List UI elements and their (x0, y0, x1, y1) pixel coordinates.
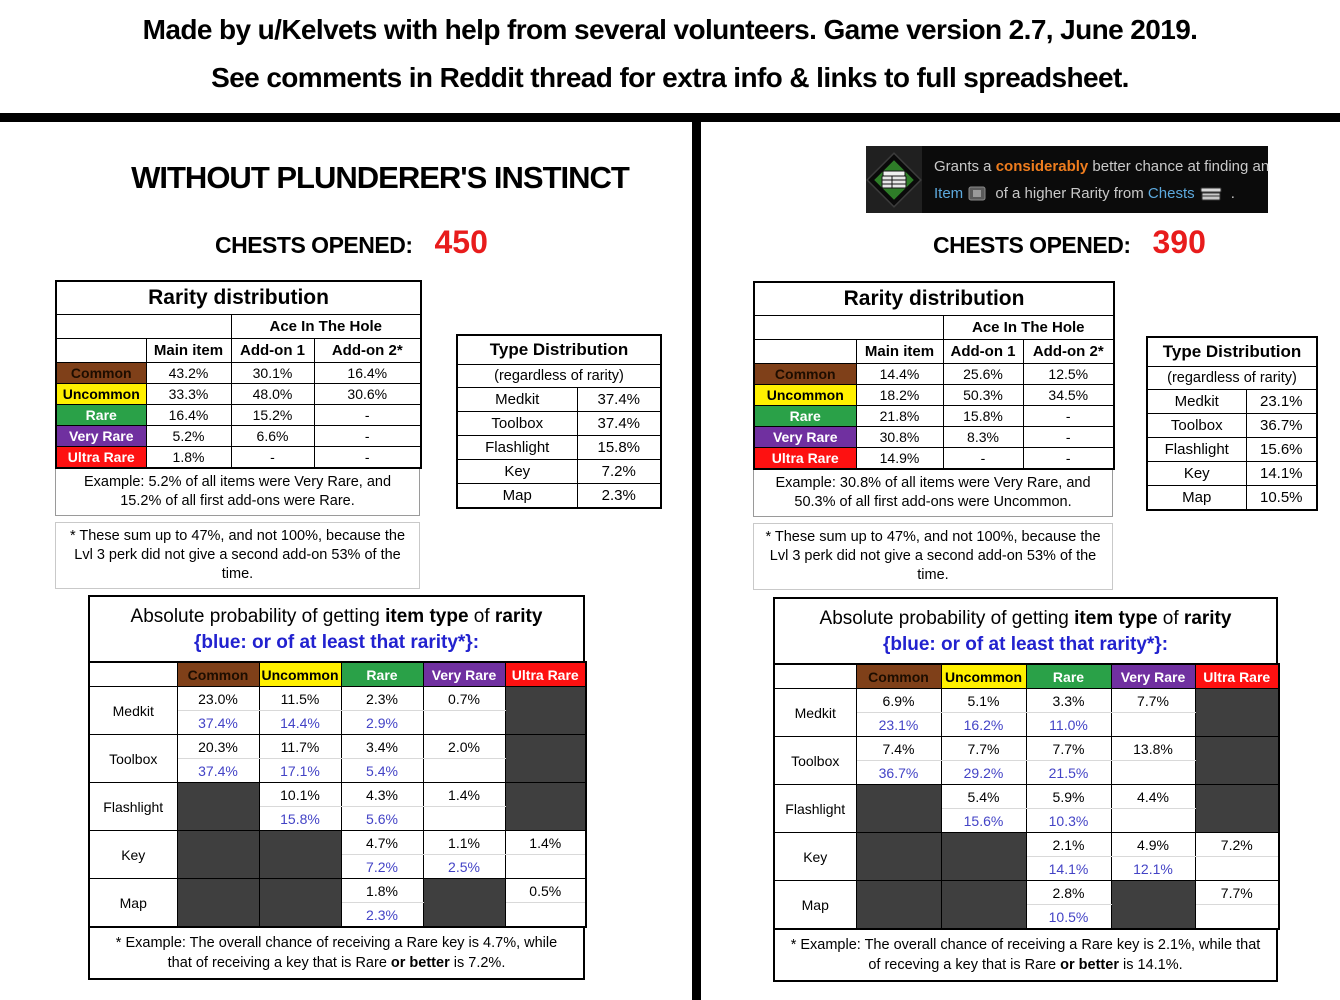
rarity-label-common: Common (754, 364, 856, 385)
blocked-cell (505, 735, 586, 783)
row-label: Medkit (1147, 390, 1246, 414)
cell-atleast: 5.6% (341, 807, 423, 831)
cell-abs: 2.3% (341, 687, 423, 711)
cell-atleast: 17.1% (259, 759, 341, 783)
cell-atleast (1195, 857, 1279, 881)
cell-abs: 4.3% (341, 783, 423, 807)
row-label: Map (457, 484, 577, 509)
blocked-cell (505, 687, 586, 735)
left-section-title: WITHOUT PLUNDERER'S INSTINCT (131, 160, 629, 195)
title-text: of (468, 606, 495, 627)
row-label: Toolbox (457, 412, 577, 436)
table-cell: 30.1% (231, 363, 314, 384)
cell-abs: 4.9% (1111, 833, 1195, 857)
table-cell: 16.4% (146, 405, 231, 426)
cell-atleast: 23.1% (856, 713, 941, 737)
cell-atleast: 16.2% (941, 713, 1026, 737)
blocked-cell (856, 785, 941, 833)
horizontal-divider (0, 113, 1340, 122)
blocked-cell (177, 879, 259, 928)
chest-icon (1200, 186, 1222, 201)
cell-abs: 2.1% (1026, 833, 1111, 857)
item-icon (968, 186, 986, 201)
blocked-cell (177, 783, 259, 831)
cell-atleast (1111, 809, 1195, 833)
cell-abs: 7.7% (1195, 881, 1279, 905)
absolute-probability-table (773, 663, 1280, 930)
table-cell: 2.3% (577, 484, 661, 509)
column-header: Main item (856, 340, 943, 364)
footnote-text: is 14.1%. (1118, 957, 1183, 973)
row-label: Toolbox (1147, 414, 1246, 438)
left-absolute-probability-block (88, 595, 585, 980)
abs-table-footnote (773, 930, 1278, 982)
plunderers-instinct-perk-icon (866, 152, 922, 208)
table-cell: - (314, 447, 421, 469)
perk-text: of a higher Rarity from (991, 185, 1148, 202)
table-cell: 15.8% (577, 436, 661, 460)
blocked-cell (177, 831, 259, 879)
column-header: Add-on 1 (943, 340, 1023, 364)
row-label: Map (89, 879, 177, 928)
column-header-rare: Rare (341, 662, 423, 687)
table-cell: 12.5% (1023, 364, 1114, 385)
cell-atleast: 37.4% (177, 759, 259, 783)
credits-line: Made by u/Kelvets with help from several volunteers. Game version 2.7, June 2019. (142, 14, 1198, 45)
abs-table-title (773, 597, 1278, 665)
row-label: Medkit (774, 689, 856, 737)
perk-text: better chance at finding an (1088, 158, 1270, 175)
table-subtitle: (regardless of rarity) (457, 365, 661, 388)
chests-opened-label: CHESTS OPENED: (933, 232, 1131, 258)
cell-atleast: 21.5% (1026, 761, 1111, 785)
rarity-label-uncommon: Uncommon (56, 384, 146, 405)
cell-abs: 1.4% (505, 831, 586, 855)
cell-atleast (423, 807, 505, 831)
perk-text-highlight: considerably (995, 158, 1089, 175)
row-label: Toolbox (89, 735, 177, 783)
column-header-uncommon: Uncommon (941, 664, 1026, 689)
cell-abs: 7.7% (1111, 689, 1195, 713)
table-title: Type Distribution (1147, 337, 1317, 367)
table-cell: 50.3% (943, 385, 1023, 406)
cell-atleast (1111, 713, 1195, 737)
blocked-cell (423, 879, 505, 928)
title-text-bold: item type (385, 606, 469, 627)
cell-abs: 1.4% (423, 783, 505, 807)
cell-atleast: 2.3% (341, 903, 423, 928)
cell-atleast (1195, 905, 1279, 930)
cell-abs: 1.8% (341, 879, 423, 903)
perk-icon-frame (866, 146, 922, 213)
rarity-label-rare: Rare (56, 405, 146, 426)
cell-abs: 10.1% (259, 783, 341, 807)
table-cell: - (1023, 427, 1114, 448)
row-label: Flashlight (89, 783, 177, 831)
column-header-rare: Rare (1026, 664, 1111, 689)
cell-atleast (1111, 761, 1195, 785)
rarity-distribution-table (753, 281, 1115, 470)
row-label: Key (89, 831, 177, 879)
cell-abs: 6.9% (856, 689, 941, 713)
column-header-very-rare: Very Rare (1111, 664, 1195, 689)
blocked-cell (259, 831, 341, 879)
blocked-cell (1195, 689, 1279, 737)
cell-abs: 20.3% (177, 735, 259, 759)
title-text-bold: rarity (494, 606, 543, 627)
cell-atleast (505, 903, 586, 928)
table-title: Rarity distribution (754, 282, 1114, 316)
column-header-ultra-rare: Ultra Rare (505, 662, 586, 687)
blocked-cell (1195, 737, 1279, 785)
type-distribution-table (1146, 336, 1318, 511)
perk-description-line1 (934, 153, 1269, 180)
abs-table-subtitle: {blue: or of at least that rarity*}: (882, 634, 1169, 655)
table-cell: - (314, 405, 421, 426)
addon-footnote: * These sum up to 47%, and not 100%, because the Lvl 3 perk did not give a second add-on 53% of the time. (753, 523, 1113, 590)
column-header-uncommon: Uncommon (259, 662, 341, 687)
blocked-cell (1195, 785, 1279, 833)
table-cell: 1.8% (146, 447, 231, 469)
rarity-label-common: Common (56, 363, 146, 384)
empty-cell (89, 662, 177, 687)
column-header: Add-on 2* (1023, 340, 1114, 364)
table-cell: 14.4% (856, 364, 943, 385)
table-cell: 30.6% (314, 384, 421, 405)
empty-cell (754, 340, 856, 364)
cell-atleast: 2.9% (341, 711, 423, 735)
table-cell: - (231, 447, 314, 469)
group-header: Ace In The Hole (231, 315, 421, 339)
table-cell: 15.2% (231, 405, 314, 426)
table-cell: 30.8% (856, 427, 943, 448)
column-header: Add-on 2* (314, 339, 421, 363)
blocked-cell (505, 783, 586, 831)
cell-abs: 4.7% (341, 831, 423, 855)
left-rarity-distribution-block (55, 280, 420, 589)
table-cell: 6.6% (231, 426, 314, 447)
reddit-info-line: See comments in Reddit thread for extra info & links to full spreadsheet. (211, 62, 1129, 93)
cell-atleast: 29.2% (941, 761, 1026, 785)
blocked-cell (856, 833, 941, 881)
table-subtitle: (regardless of rarity) (1147, 367, 1317, 390)
blocked-cell (941, 881, 1026, 930)
row-label: Map (1147, 486, 1246, 511)
cell-abs: 2.0% (423, 735, 505, 759)
table-cell: - (1023, 406, 1114, 427)
table-cell: 16.4% (314, 363, 421, 384)
footnote-text-bold: or better (1060, 957, 1119, 973)
table-cell: - (1023, 448, 1114, 470)
plunderers-instinct-tooltip (866, 146, 1268, 213)
rarity-label-very-rare: Very Rare (56, 426, 146, 447)
cell-atleast: 7.2% (341, 855, 423, 879)
rarity-label-very-rare: Very Rare (754, 427, 856, 448)
cell-abs: 3.3% (1026, 689, 1111, 713)
column-header: Add-on 1 (231, 339, 314, 363)
abs-table-footnote (88, 928, 585, 980)
empty-cell (56, 339, 146, 363)
addon-footnote: * These sum up to 47%, and not 100%, because the Lvl 3 perk did not give a second add-on 53% of the time. (55, 522, 420, 589)
table-cell: 10.5% (1246, 486, 1317, 511)
cell-abs: 0.5% (505, 879, 586, 903)
cell-atleast: 37.4% (177, 711, 259, 735)
row-label: Medkit (89, 687, 177, 735)
cell-abs: 2.8% (1026, 881, 1111, 905)
cell-atleast: 15.8% (259, 807, 341, 831)
rarity-label-rare: Rare (754, 406, 856, 427)
cell-abs: 11.7% (259, 735, 341, 759)
cell-abs: 0.7% (423, 687, 505, 711)
type-distribution-table (456, 334, 662, 509)
cell-atleast (423, 711, 505, 735)
cell-abs: 5.4% (941, 785, 1026, 809)
abs-table-subtitle: {blue: or of at least that rarity*}: (193, 632, 480, 653)
table-cell: 37.4% (577, 388, 661, 412)
cell-abs: 7.4% (856, 737, 941, 761)
table-cell: 25.6% (943, 364, 1023, 385)
title-text: Absolute probability of getting (130, 606, 386, 627)
right-chests-opened (933, 224, 1206, 261)
cell-atleast: 10.5% (1026, 905, 1111, 930)
table-cell: 8.3% (943, 427, 1023, 448)
cell-abs: 5.1% (941, 689, 1026, 713)
chests-opened-label: CHESTS OPENED: (215, 232, 413, 258)
column-header-very-rare: Very Rare (423, 662, 505, 687)
table-cell: 33.3% (146, 384, 231, 405)
blocked-cell (259, 879, 341, 928)
group-header: Ace In The Hole (943, 316, 1114, 340)
rarity-label-ultra-rare: Ultra Rare (754, 448, 856, 470)
title-text: Absolute probability of getting (819, 608, 1075, 629)
title-text-bold: item type (1074, 608, 1158, 629)
cell-atleast: 15.6% (941, 809, 1026, 833)
right-absolute-probability-block (773, 597, 1278, 982)
rarity-distribution-table (55, 280, 422, 469)
item-link: Item (934, 185, 964, 202)
table-cell: 14.1% (1246, 462, 1317, 486)
chests-opened-value: 450 (434, 224, 488, 260)
cell-abs: 23.0% (177, 687, 259, 711)
right-type-distribution-block (1146, 336, 1316, 511)
table-cell: 21.8% (856, 406, 943, 427)
table-cell: - (943, 448, 1023, 470)
column-header-common: Common (856, 664, 941, 689)
cell-atleast: 14.1% (1026, 857, 1111, 881)
cell-abs: 4.4% (1111, 785, 1195, 809)
blocked-cell (941, 833, 1026, 881)
empty-cell (56, 315, 231, 339)
title-text: of (1157, 608, 1184, 629)
perk-description (922, 146, 1279, 213)
example-note: Example: 30.8% of all items were Very Rare, and 50.3% of all first add-ons were Uncommon. (753, 470, 1113, 517)
cell-atleast (423, 759, 505, 783)
cell-atleast: 36.7% (856, 761, 941, 785)
row-label: Map (774, 881, 856, 930)
cell-abs: 7.2% (1195, 833, 1279, 857)
cell-abs: 7.7% (1026, 737, 1111, 761)
absolute-probability-table (88, 661, 587, 928)
example-note: Example: 5.2% of all items were Very Rare, and 15.2% of all first add-ons were Rare. (55, 469, 420, 516)
row-label: Key (1147, 462, 1246, 486)
table-cell: 14.9% (856, 448, 943, 470)
row-label: Toolbox (774, 737, 856, 785)
cell-abs: 13.8% (1111, 737, 1195, 761)
cell-abs: 11.5% (259, 687, 341, 711)
chests-opened-value: 390 (1152, 224, 1206, 260)
cell-atleast: 10.3% (1026, 809, 1111, 833)
cell-abs: 1.1% (423, 831, 505, 855)
row-label: Flashlight (1147, 438, 1246, 462)
table-cell: 18.2% (856, 385, 943, 406)
cell-abs: 3.4% (341, 735, 423, 759)
cell-atleast: 14.4% (259, 711, 341, 735)
empty-cell (754, 316, 943, 340)
right-rarity-distribution-block (753, 281, 1113, 590)
footnote-text-bold: or better (390, 955, 450, 971)
empty-cell (774, 664, 856, 689)
column-header: Main item (146, 339, 231, 363)
title-text-bold: rarity (1183, 608, 1232, 629)
cell-atleast: 12.1% (1111, 857, 1195, 881)
table-cell: 36.7% (1246, 414, 1317, 438)
left-chests-opened (215, 224, 488, 261)
vertical-divider (692, 122, 701, 1000)
row-label: Flashlight (774, 785, 856, 833)
cell-atleast: 11.0% (1026, 713, 1111, 737)
row-label: Flashlight (457, 436, 577, 460)
column-header-common: Common (177, 662, 259, 687)
cell-atleast (505, 855, 586, 879)
perk-text: . (1226, 185, 1235, 202)
table-cell: 48.0% (231, 384, 314, 405)
table-cell: 23.1% (1246, 390, 1317, 414)
table-cell: 5.2% (146, 426, 231, 447)
table-cell: 15.8% (943, 406, 1023, 427)
chests-link: Chests (1147, 185, 1195, 202)
blocked-cell (856, 881, 941, 930)
rarity-label-ultra-rare: Ultra Rare (56, 447, 146, 469)
footnote-text: * Example: The overall chance of receiving a Rare key is 4.7%, while that of receiving a key that is Rare (115, 935, 558, 971)
cell-atleast: 2.5% (423, 855, 505, 879)
rarity-label-uncommon: Uncommon (754, 385, 856, 406)
table-cell: - (314, 426, 421, 447)
row-label: Key (457, 460, 577, 484)
table-cell: 43.2% (146, 363, 231, 384)
perk-text: Grants a (934, 158, 996, 175)
footnote-text: * Example: The overall chance of receiving a Rare key is 2.1%, while that of receving a key that is Rare (790, 937, 1261, 973)
table-cell: 7.2% (577, 460, 661, 484)
table-cell: 34.5% (1023, 385, 1114, 406)
perk-description-line2 (934, 180, 1269, 207)
blocked-cell (1111, 881, 1195, 930)
row-label: Medkit (457, 388, 577, 412)
table-title: Type Distribution (457, 335, 661, 365)
cell-abs: 7.7% (941, 737, 1026, 761)
column-header-ultra-rare: Ultra Rare (1195, 664, 1279, 689)
row-label: Key (774, 833, 856, 881)
abs-table-title (88, 595, 585, 663)
table-cell: 37.4% (577, 412, 661, 436)
table-title: Rarity distribution (56, 281, 421, 315)
table-cell: 15.6% (1246, 438, 1317, 462)
cell-atleast: 5.4% (341, 759, 423, 783)
footnote-text: is 7.2%. (449, 955, 506, 971)
left-type-distribution-block (456, 334, 660, 509)
cell-abs: 5.9% (1026, 785, 1111, 809)
